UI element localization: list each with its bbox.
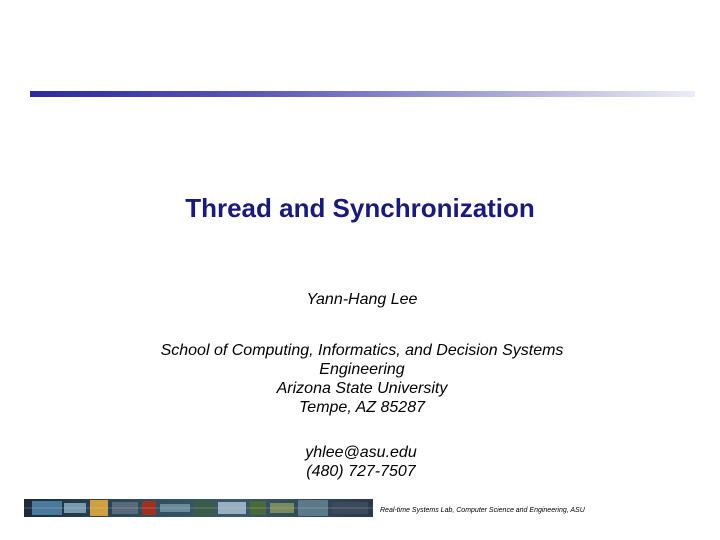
- footer-banner-image: [24, 499, 373, 517]
- email-text: yhlee@asu.edu: [305, 444, 417, 461]
- phone-text: (480) 727-7507: [306, 463, 416, 480]
- affiliation-block: [0, 341, 720, 417]
- header-accent-bar: [30, 91, 695, 97]
- affiliation-line: School of Computing, Informatics, and Decision Systems: [160, 342, 564, 359]
- affiliation-line: Engineering: [319, 361, 405, 378]
- affiliation-line: Arizona State University: [276, 380, 448, 397]
- slide-title: Thread and Synchronization: [185, 193, 535, 223]
- affiliation-line: Tempe, AZ 85287: [298, 399, 425, 416]
- contact-block: [0, 443, 720, 481]
- author-name: Yann-Hang Lee: [306, 291, 418, 308]
- footer-credit: Real-time Systems Lab, Computer Science and Engineering, ASU: [380, 507, 585, 514]
